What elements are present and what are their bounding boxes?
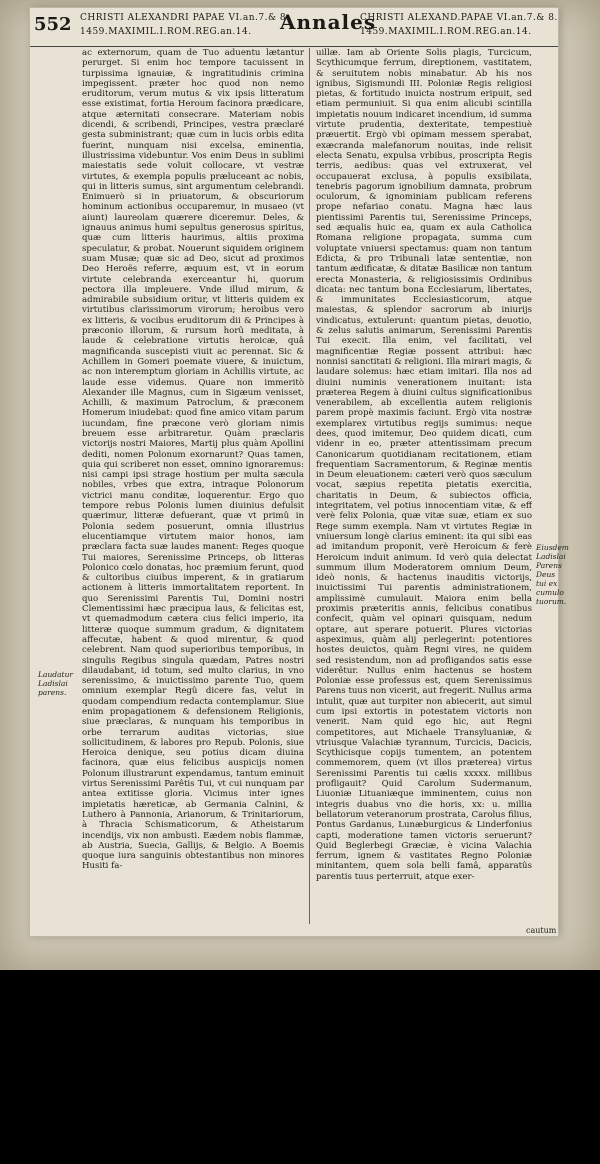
text-column-right bbox=[316, 48, 532, 924]
margin-note-right: Eiusdem Ladislai Parens Deus tui ex cumulo tuorum. bbox=[536, 543, 569, 606]
black-background bbox=[0, 970, 600, 1164]
column-divider bbox=[309, 48, 310, 924]
header-title: Annales bbox=[280, 10, 377, 34]
catchword: cautum bbox=[526, 926, 557, 935]
header-right-line2: 1459.MAXIMIL.I.ROM.REG.an.14. bbox=[360, 27, 532, 37]
text-column-left bbox=[82, 48, 304, 924]
header-right-line1: CHRISTI ALEXAND.PAPAE VI.an.7.& 8. bbox=[360, 13, 558, 23]
header-right bbox=[360, 11, 558, 39]
header-left-line2: 1459.MAXIMIL.I.ROM.REG.an.14. bbox=[80, 27, 252, 37]
header-left bbox=[80, 11, 289, 39]
running-header bbox=[30, 8, 558, 47]
header-left-line1: CHRISTI ALEXANDRI PAPAE VI.an.7.& 8. bbox=[80, 13, 290, 23]
book-page bbox=[30, 8, 569, 936]
margin-note-left: Laudatur Ladislai parens. bbox=[38, 670, 73, 697]
left-column-text: ac externorum, quam de Tuo aduentu lætantur perurget. Si enim hoc tempore tacuissent in turpissima ignauiæ, & ingratitudinis crimina impegissent. præter hoc quod non nemo eruditorum, verum mutus & vix ipsis litteratum esse existimat, fortia Heroum facinora prædicare, atque æternitati consecrare. Materiam nobis dicendi, & scribendi, Principes, vestra præclaré gesta subministrant; quæ cum in lucis orbis edita fuerint, nunquam nisi excelsa, eminentia, illustrissima videbuntur. Vos enim Deus in sublimi maiestatis sede voluit collocare, vt vestræ virtutes, & exempla populis præluceant ac nobis, qui in litteris sumus, sint argumentum celebrandi. Enimuerò si in priuatorum, & obscuriorum hominum actionibus occuparemur, in musaeo (vt aiunt) laureolam quærere diceremur. Deles, & ignauus animus humi sepultus generosus spiritus, quæ cum litteris haurimus, altiis proxima speculatur, & probat. Nouerunt siquidem originem suam Musæ; quæ sic ad Deo, sicut ad proximos Deo Heroës referre, æquum est, vt in eorum virtute celebranda exerceantur hi, quorum pectora illa impleuere. Vnde illud mirum, & admirabile subsidium oritur, vt litteris quidem ex virtutibus clarissimorum virorum; heroibus vero ex litteris, & vocibus eruditorum dii & Principes à præconio illorum, & rursum horû meditata, à laude & celebratione virtutis heroicæ, quâ magnificanda suscepisti viuit ac perennat. Sic & Achillem in Gomeri poemate viuere, & inuictum, ac non interemptum gloriam in Achillis virtute, ac laude esse videmus. Quare non immeritò Alexander ille Magnus, cum in Sigæum venisset, Achilli, & maximum Patroclum, & præconem Homerum iniudebat: quod fine amico vitam parum iucundam, fine præcone verò gloriam nimis breuem esse arbitraretur. Quàm præclaris victorijs nostri Maiores, Martij plus quàm Apollini dediti, nomen Polonum exornarunt? Quas tamen, quia qui scriberet non esset, omnino ignoraremus: nisi campi ipsi strage hostium per multa sæcula nobiles, vrbes que extra, intraque Polonorum victrici manu conditæ, loquerentur. Ergo quo tempore rebus Polonis lumen diuinius defulsit quærimur, litteræ defuerant, quæ vt primû in Polonia sedem posuerunt, omnia illustrius elucentiamque virtutem maior honos, iam præclara facta suæ laudes manent: Reges quoque Tui maiores, Serenissime Princeps, ob litteras Polonico cœlo donatas, hoc præmium ferunt, quod & cultoribus ciuibus imperent, & in gratiarum actionem à litteris immortalitatem reportent. In quo Serenissimi Parentis Tui, Domini nostri Clementissimi hæc præcipua laus, & felicitas est, vt quemadmodum cætera cius felici imperio, ita litteræ quoque summum gradum, & dignitatem affecutæ, habent & quod mirentur, & quod celebrent. Nam quod superioribus temporibus, in singulis Regibus singula quædam, Patres nostri dilaudabant, id totum, sed multo clarius, in vno serenissimo, & inuictissimo parente Tuo, quem omnium exemplar Regû dicere fas, velut in quodam compendium redacta contemplamur. Siue enim propagationem & defensionem Religionis, siue præclaras, & nunquam his temporibus in orbe terrarum auditas victorias, siue sollicitudinem, & labores pro Repub. Polonis, siue Heroica denique, seu potius dicam diuina facinora, quæ eius felicibus auspicijs nomen Polonum illustrarunt expendamus, tantum eminuit virtus Serenissimi Parêtis Tui, vt cui nunquam par antea extitisse gloria. Vicimus inter ignes impietatis hæreticæ, ab Germania Calnini, & Luthero à Pannonia, Arianorum, & Trinitariorum, à Thracia Schismaticorum, & Atheistarum incendijs, vix non ambusti. Eædem nobis flammæ, ab Austria, Suecia, Gallijs, & Belgio. A Boemis quoque iura sanguinis obtestantibus non minores Husiti fa- bbox=[82, 48, 304, 872]
right-column-text: uillæ. Iam ab Oriente Solis plagis, Turcicum, Scythicumque ferrum, direptionem, vastitatem, & seruitutem nobis minabatur. Ab his nos ignibus, Sigismundi III. Poloniæ Regis religiosi pietas, & fortitudo inuicta nostrum eripuit, sed etiam permuniuit. Si qua enim alicubi scintilla impietatis nouum indicaret incendium, id summa virtute prudentia, dexteritate, tempestiuè præuertit. Ergò vbi opimam messem sperabat, exæcranda malefanorum nouitas, inde relisit electa Senatu, expulsa vrbibus, proscripta Regis terris, aedibus: quas vel extruxerat, vel occupauerat exclusa, à populis exsibilata, tenebris pagorum ignobilium damnata, probrum oculorum, & ignominiam publicam referens prope nefariao conatu. Magna hæc laus pientissimi Parentis tui, Serenissime Princeps, sed æqualis huic ea, quam ex aula Catholica Romana religione propagata, summa cum voluptate vniuersi spectamus: quam non tantum Edicta, & pro Tribunali latæ sententiæ, non tantum ædificatæ, & ditatæ Basilicæ non tantum erecta Monasteria, & religiosissimis Ordinibus dicata: nec tantum bona Ecclesiarum, libertates, & immunitates Ecclesiasticorum, atque maiestas, & splendor sacrorum ab iniurijs vindicatus, extulerunt: quantum pietas, deuotio, & zelus salutis animarum, Serenissimi Parentis Tui execit. Illa enim, vel facilitati, vel magnificentiæ Regiæ possent attribui: hæc nonnisi sanctitati & religioni. Illa mirari magis, & laudare solemus: hæc etiam imitari. Illa nos ad diuini numinis venerationem inuitant: ista præterea Regem à diuini cultus significationibus venerabilem, ab excellentia autem religionis parem propè maximis faciunt. Ergò vita nostræ exemplarex virtutibus regijs sumimus: neque dees, quod imitemur, Deo quidem dicati, cum videnr in eo, præter attentissimam precum Canonicarum quotidianam recitationem, etiam frequentiam Sacramentorum, & Reginæ mentis in Deum eleuationem: cæteri verò quos sæculum vocat, sæpius repetita pietatis exercitia, charitatis in Deum, & subiectos officia, integritatem, vel potius innocentiam vitæ, & eff verè felix Polonia, quæ vitæ suæ, etiam ex suo Rege summ exempla. Nam vt virtutes Regiæ in vniuersum longè clarius eminent: ita qui sibi eas ad imitandum proponit, verè Heroicum & ferè Heroicum induit animum. Id verò quia delectat summum illum Moderatorem omnium Deum, ideò nonis, & hactenus inauditis victorijs, inuictissimi Tui parentis administrationem, amplissimè cumulauit. Maiora enim bella proximis præteritis annis, felicibus conatibus confecit, quàm vel opinari quisquam, nedum optare, aut sperare potuerit. Plures victorias aspeximus, quàm alij perlegerint: potentiores hostes deuictos, quàm Regni vires, ne quidem sed resistendum, non ad profligandos satis esse viderêtur. Nullus enim hactenus se hostem Poloniæ esse professus est, quem Serenissimus Parens tuus non vicerit, aut fregerit. Nullus arma intulit, quæ aut turpiter non abiecerit, aut simul cum ipsi extortis in potestatem victoris non venerit. Nam quid ego hic, aut Regni competitores, aut Michaele Transyluaniæ, & vtriusque Valachiæ tyrannum, Turcicis, Dacicis, Scythicisque copijs tumentem, an potentem commemorem, quem (vt illos præterea) virtus Serenissimi Parentis tui cælis xxxxx. millibus profligauit? Quid Carolum Sudermanum, Liuoniæ Lituaniæque imminentem, cuius non integris duabus vno die horis, xx: u. millia bellatorum veteranorum prostrata, Carolus filius, Pontus Gardanus, Lunæburgicus & Linderfonius capti, moderatione tamen victoris seruerunt? Quid Beglerbegi Græciæ, è vicina Valachia ferrum, ignem & vastitates Regno Poloniæ minitantem, quem sola belli famâ, apparatûs parentis tuus perterruit, atque exer- bbox=[316, 48, 532, 882]
page-number: 552 bbox=[34, 14, 72, 35]
